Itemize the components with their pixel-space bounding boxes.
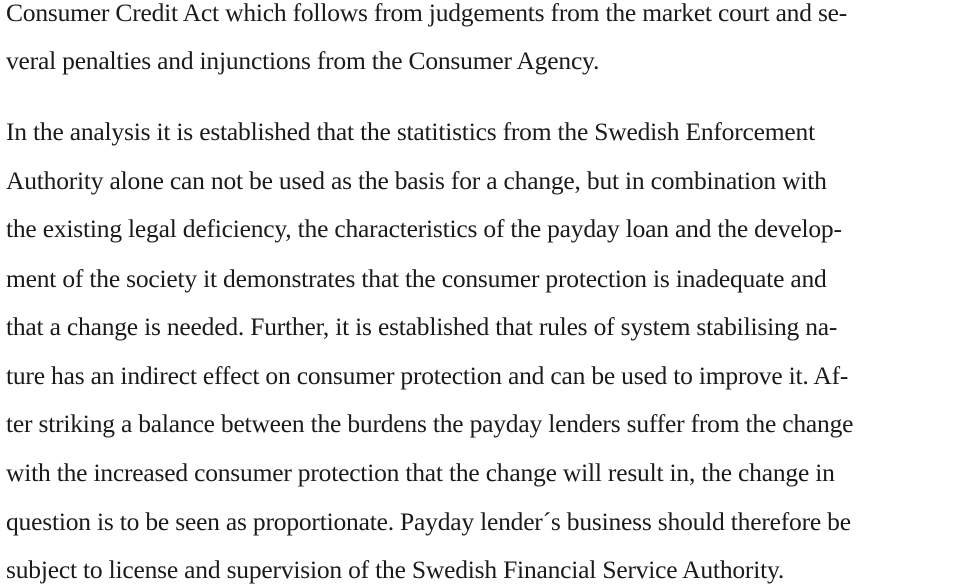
- text-line: question is to be seen as proportionate. Payday lender´s business should therefore be: [6, 507, 851, 536]
- text-line: with the increased consumer protection that the change will result in, the change in: [6, 458, 835, 487]
- text-line: ter striking a balance between the burdens the payday lenders suffer from the change: [6, 409, 854, 438]
- text-line: ment of the society it demonstrates that the consumer protection is inadequate and: [6, 264, 827, 293]
- text-line: Authority alone can not be used as the basis for a change, but in combination with: [6, 166, 827, 195]
- text-line: veral penalties and injunctions from the Consumer Agency.: [6, 46, 600, 75]
- text-line: subject to license and supervision of the Swedish Financial Service Authority.: [6, 555, 785, 584]
- text-line: the existing legal deficiency, the characteristics of the payday loan and the develop-: [6, 214, 842, 243]
- text-line: ture has an indirect effect on consumer protection and can be used to improve it. Af-: [6, 361, 849, 390]
- text-line: that a change is needed. Further, it is established that rules of system stabilising na-: [6, 312, 838, 341]
- text-line: Consumer Credit Act which follows from judgements from the market court and se-: [6, 0, 848, 27]
- text-line: In the analysis it is established that the statitistics from the Swedish Enforcement: [6, 117, 815, 146]
